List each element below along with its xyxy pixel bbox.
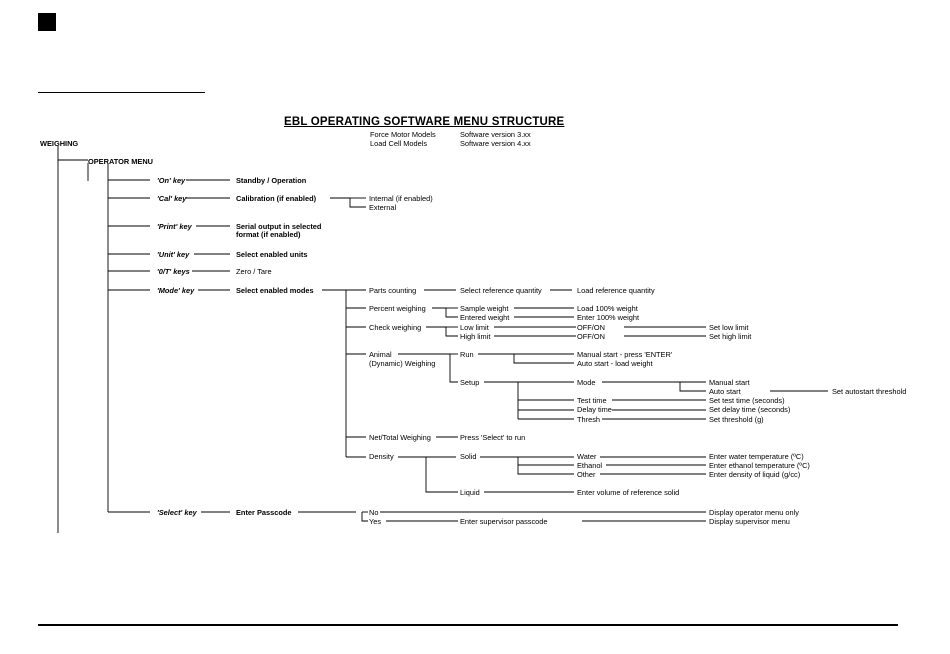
animal-thresh: Thresh bbox=[577, 415, 601, 424]
select-key: 'Select' key bbox=[157, 508, 197, 517]
animal-run-opt2: Auto start - load weight bbox=[577, 359, 653, 368]
print-action-line2: format (if enabled) bbox=[236, 230, 301, 239]
unit-key: 'Unit' key bbox=[157, 250, 190, 259]
animal-mode-manual: Manual start bbox=[709, 378, 750, 387]
unit-action: Select enabled units bbox=[236, 250, 308, 259]
animal-test-time-result: Set test time (seconds) bbox=[709, 396, 785, 405]
parts-step2: Load reference quantity bbox=[577, 286, 655, 295]
percent-opt2-result: Enter 100% weight bbox=[577, 313, 640, 322]
animal-setup: Setup bbox=[460, 378, 480, 387]
mode-percent-weighing: Percent weighing bbox=[369, 304, 426, 313]
animal-autostart-result: Set autostart threshold bbox=[832, 387, 907, 396]
mode-action: Select enabled modes bbox=[236, 286, 314, 295]
root-weighing: WEIGHING bbox=[40, 139, 79, 148]
passcode-yes-step: Enter supervisor passcode bbox=[460, 517, 548, 526]
mode-animal-line1: Animal bbox=[369, 350, 392, 359]
check-low-limit: Low limit bbox=[460, 323, 489, 332]
passcode-yes: Yes bbox=[369, 517, 382, 526]
density-ethanol: Ethanol bbox=[577, 461, 603, 470]
percent-opt2: Entered weight bbox=[460, 313, 510, 322]
density-liquid: Liquid bbox=[460, 488, 480, 497]
cal-internal: Internal (if enabled) bbox=[369, 194, 433, 203]
ot-action: Zero / Tare bbox=[236, 267, 272, 276]
mode-check-weighing: Check weighing bbox=[369, 323, 422, 332]
model-load-cell: Load Cell Models bbox=[370, 139, 428, 148]
animal-setup-mode: Mode bbox=[577, 378, 596, 387]
check-low-state: OFF/ON bbox=[577, 323, 605, 332]
density-other: Other bbox=[577, 470, 596, 479]
check-high-limit: High limit bbox=[460, 332, 491, 341]
cal-external: External bbox=[369, 203, 397, 212]
version-load-cell: Software version 4.xx bbox=[460, 139, 531, 148]
check-high-result: Set high limit bbox=[709, 332, 752, 341]
check-low-result: Set low limit bbox=[709, 323, 749, 332]
density-other-result: Enter density of liquid (g/cc) bbox=[709, 470, 801, 479]
mode-parts-counting: Parts counting bbox=[369, 286, 417, 295]
mode-key: 'Mode' key bbox=[157, 286, 195, 295]
print-action-line1: Serial output in selected bbox=[236, 222, 322, 231]
percent-opt1: Sample weight bbox=[460, 304, 509, 313]
operator-menu-node: OPERATOR MENU bbox=[88, 157, 154, 166]
density-liquid-result: Enter volume of reference solid bbox=[577, 488, 680, 497]
parts-step1: Select reference quantity bbox=[460, 286, 542, 295]
animal-run-opt1: Manual start - press 'ENTER' bbox=[577, 350, 673, 359]
animal-test-time: Test time bbox=[577, 396, 607, 405]
mode-density: Density bbox=[369, 452, 394, 461]
version-force-motor: Software version 3.xx bbox=[460, 130, 531, 139]
animal-mode-auto: Auto start bbox=[709, 387, 741, 396]
net-action: Press 'Select' to run bbox=[460, 433, 526, 442]
print-key: 'Print' key bbox=[157, 222, 192, 231]
animal-run: Run bbox=[460, 350, 474, 359]
density-water: Water bbox=[577, 452, 597, 461]
percent-opt1-result: Load 100% weight bbox=[577, 304, 638, 313]
passcode-no-result: Display operator menu only bbox=[709, 508, 799, 517]
mode-animal-line2: (Dynamic) Weighing bbox=[369, 359, 436, 368]
cal-key: 'Cal' key bbox=[157, 194, 187, 203]
check-high-state: OFF/ON bbox=[577, 332, 605, 341]
passcode-yes-result: Display supervisor menu bbox=[709, 517, 790, 526]
animal-delay-time-result: Set delay time (seconds) bbox=[709, 405, 791, 414]
mode-net-total: Net/Total Weighing bbox=[369, 433, 431, 442]
model-force-motor: Force Motor Models bbox=[370, 130, 436, 139]
density-ethanol-result: Enter ethanol temperature (ºC) bbox=[709, 461, 810, 470]
connector-root bbox=[58, 146, 88, 160]
on-action: Standby / Operation bbox=[236, 176, 307, 185]
animal-thresh-result: Set threshold (g) bbox=[709, 415, 764, 424]
passcode-no: No bbox=[369, 508, 379, 517]
on-key: 'On' key bbox=[157, 176, 186, 185]
select-action: Enter Passcode bbox=[236, 508, 292, 517]
density-solid: Solid bbox=[460, 452, 477, 461]
cal-action: Calibration (if enabled) bbox=[236, 194, 317, 203]
ot-keys: '0/T' keys bbox=[157, 267, 190, 276]
animal-delay-time: Delay time bbox=[577, 405, 612, 414]
density-water-result: Enter water temperature (ºC) bbox=[709, 452, 804, 461]
diagram-title: EBL OPERATING SOFTWARE MENU STRUCTURE bbox=[284, 116, 565, 128]
